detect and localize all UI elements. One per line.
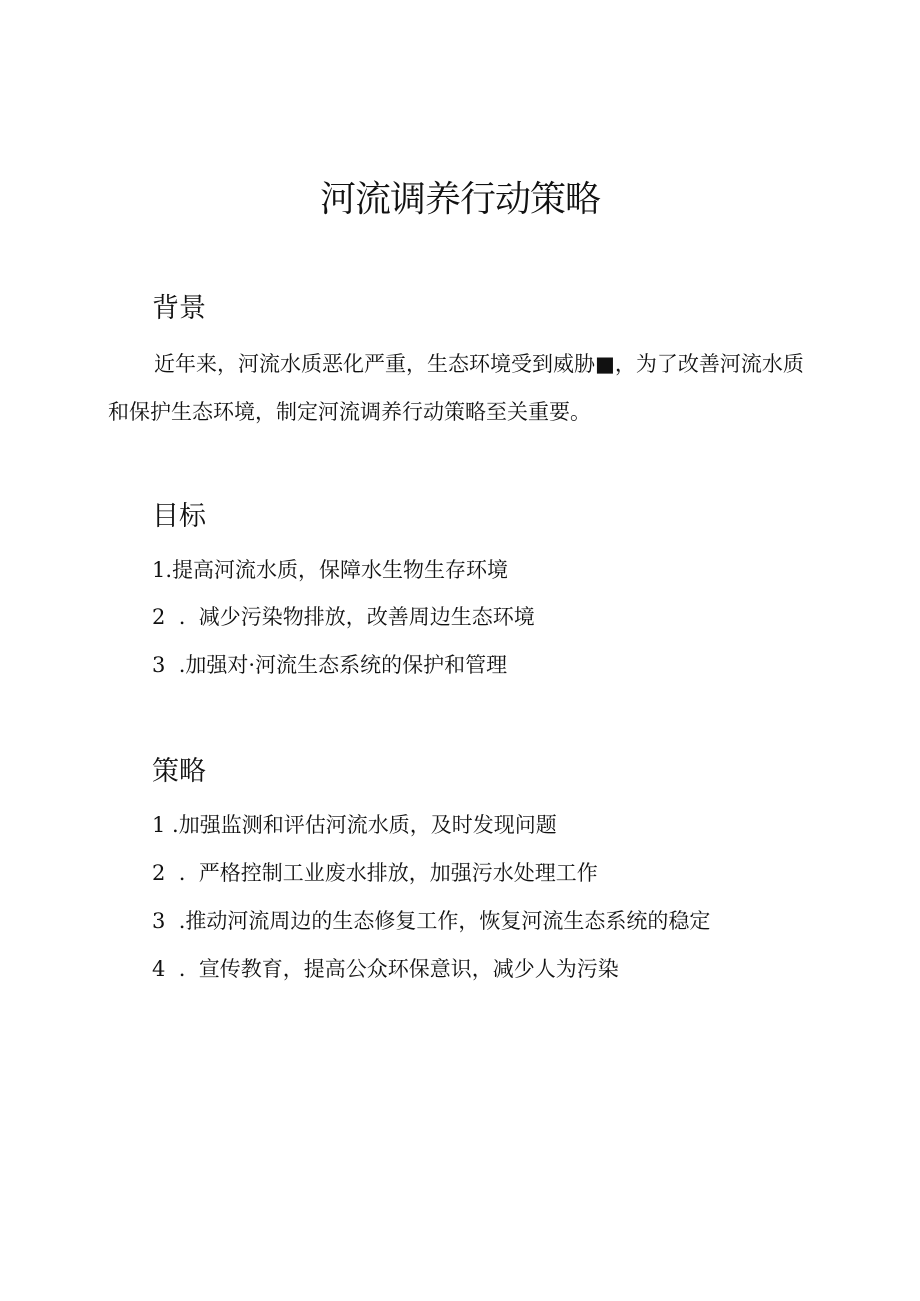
list-separator: .	[165, 653, 186, 677]
goal-item-2	[152, 602, 535, 632]
list-number: 4	[152, 957, 166, 981]
strategy-item-4	[152, 954, 619, 984]
list-number: 1	[152, 813, 166, 837]
list-number: 2	[152, 605, 166, 629]
list-number: 3	[152, 909, 166, 933]
document-title: 河流调养行动策略	[319, 179, 600, 220]
section-heading-background: 背景	[152, 293, 206, 324]
strategy-item-2	[152, 858, 598, 888]
list-text: 宣传教育，提高公众环保意识，减少人为污染	[198, 957, 619, 981]
strategy-item-1	[152, 810, 557, 840]
goal-item-3	[152, 650, 507, 680]
list-separator: .	[165, 558, 173, 582]
section-heading-goals: 目标	[152, 501, 206, 532]
list-number: 1	[152, 558, 166, 582]
goal-item-1	[152, 555, 508, 585]
list-separator: .	[165, 909, 186, 933]
strategy-item-3	[152, 906, 710, 936]
list-text: 加强对·河流生态系统的保护和管理	[185, 653, 508, 677]
list-number: 2	[152, 861, 166, 885]
section-heading-strategies: 策略	[152, 756, 206, 787]
background-paragraph: 近年来，河流水质恶化严重，生态环境受到威胁■，为了改善河流水质和保护生态环境，制定河流调养行动策略至关重要。	[108, 352, 804, 424]
list-text: 减少污染物排放，改善周边生态环境	[198, 605, 535, 629]
list-text: 提高河流水质，保障水生物生存环境	[172, 558, 509, 582]
list-separator: .	[165, 605, 199, 629]
list-separator: .	[165, 957, 199, 981]
list-text: 推动河流周边的生态修复工作，恢复河流生态系统的稳定	[185, 909, 711, 933]
list-separator: .	[165, 861, 199, 885]
list-text: 严格控制工业废水排放，加强污水处理工作	[198, 861, 598, 885]
list-separator: .	[165, 813, 179, 837]
list-number: 3	[152, 653, 166, 677]
list-text: 加强监测和评估河流水质，及时发现问题	[178, 813, 557, 837]
